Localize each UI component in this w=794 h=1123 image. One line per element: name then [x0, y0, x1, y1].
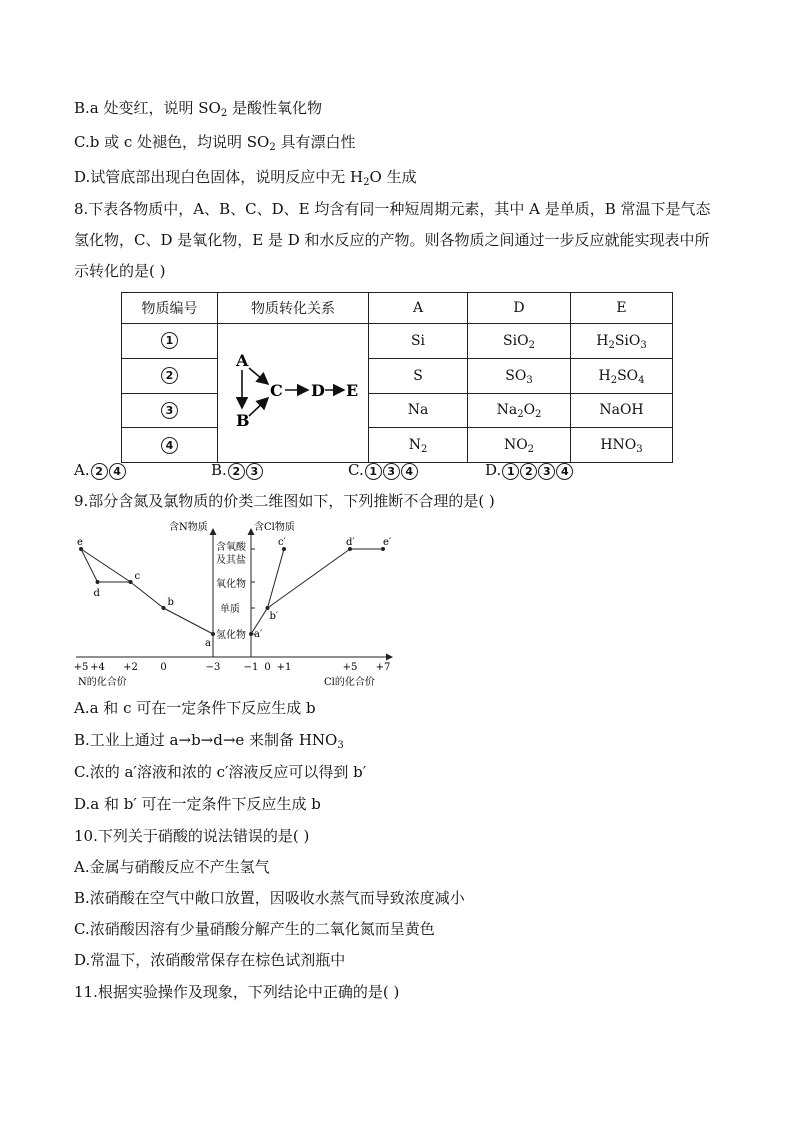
cl-point-label: e′ — [383, 537, 392, 548]
table-header: E — [571, 293, 673, 324]
cell-d: $NO_2$ — [468, 428, 571, 463]
cell-e: $HNO_3$ — [571, 428, 673, 463]
q9-option-b: B.工业上通过 a→b→d→e 来制备 $HNO_3$ — [74, 731, 344, 751]
q8-option-a: A. 2 4 — [74, 461, 126, 480]
conversion-diagram-cell — [218, 324, 369, 463]
diagram-b: B — [236, 411, 250, 430]
q8-table — [121, 292, 673, 463]
q10-stem: 10.下列关于硝酸的说法错误的是( ) — [74, 827, 310, 845]
diagram-d: D — [311, 381, 325, 400]
cell-a: Si — [369, 324, 468, 359]
cl-tick-label: −1 — [243, 662, 259, 673]
n-point-label: c — [134, 571, 141, 582]
n-point-label: b — [167, 597, 174, 608]
diagram-c: C — [270, 381, 283, 400]
table-row — [122, 324, 673, 359]
q9-option-c: C.浓的 a′溶液和浓的 c′溶液反应可以得到 b′ — [74, 763, 367, 781]
category-label: 氢化物 — [216, 630, 246, 641]
n-tick-label: +5 — [73, 662, 89, 673]
cell-e: NaOH — [571, 393, 673, 428]
arrow-b-c — [249, 398, 268, 416]
cl-tick-label: +7 — [375, 662, 391, 673]
cl-axis-title: 含Cl物质 — [254, 522, 295, 533]
q10-option-a: A.金属与硝酸反应不产生氢气 — [74, 858, 270, 876]
circled-number: 2 — [161, 367, 178, 384]
valence-class-chart — [70, 516, 400, 691]
n-tick-label: −3 — [205, 662, 221, 673]
cell-d: $SO_3$ — [468, 358, 571, 393]
cell-a: $N_2$ — [369, 428, 468, 463]
table-row — [122, 393, 673, 428]
table-row — [122, 428, 673, 463]
n-point — [211, 632, 215, 636]
n-tick-label: 0 — [160, 662, 167, 673]
arrow-a-c — [249, 368, 268, 384]
n-edge — [164, 608, 214, 634]
q8-option-b: B. 2 3 — [211, 461, 263, 480]
n-point — [129, 580, 133, 584]
n-edge — [131, 582, 164, 608]
table-header: D — [468, 293, 571, 324]
table-header: 物质转化关系 — [218, 293, 369, 324]
cl-tick-label: +5 — [342, 662, 358, 673]
cl-xlabel: Cl的化合价 — [324, 677, 375, 688]
cell-d: $Na_2O_2$ — [468, 393, 571, 428]
cl-edge — [268, 549, 351, 608]
cl-point-label: c′ — [278, 537, 286, 548]
table-row — [122, 358, 673, 393]
cl-edge — [268, 549, 285, 608]
conversion-diagram — [218, 324, 368, 458]
cell-d: SiO$_2$ — [468, 324, 571, 359]
cl-point — [266, 606, 270, 610]
n-point-label: a — [205, 638, 211, 649]
q8-option-d: D. 1 2 3 4 — [485, 461, 573, 480]
circled-number: 3 — [161, 402, 178, 419]
cell-a: S — [369, 358, 468, 393]
cell-a: Na — [369, 393, 468, 428]
cl-point-label: d′ — [346, 537, 355, 548]
n-tick-label: +2 — [123, 662, 138, 673]
cl-point-label: a′ — [254, 629, 263, 640]
q10-option-b: B.浓硝酸在空气中敞口放置，因吸收水蒸气而导致浓度减小 — [74, 889, 465, 907]
n-point — [96, 580, 100, 584]
cl-tick-label: 0 — [264, 662, 271, 673]
n-point — [162, 606, 166, 610]
q8-stem: 8.下表各物质中，A、B、C、D、E 均含有同一种短周期元素，其中 A 是单质，B 常温下是气态氢化物，C、D 是氧化物，E 是 D 和水反应的产物。则各物质之间通过一步反应就能实现表中所示转化的是( ) — [74, 200, 711, 280]
q10-option-d: D.常温下，浓硝酸常保存在棕色试剂瓶中 — [74, 951, 346, 969]
q7-option-d: D.试管底部出现白色固体，说明反应中无 $H_2O$ 生成 — [74, 168, 417, 188]
q9-stem: 9.部分含氮及氯物质的价类二维图如下，下列推断不合理的是( ) — [74, 492, 495, 510]
category-label: 及其盐 — [216, 555, 246, 566]
q7-option-c: C.b 或 c 处褪色，均说明 $SO_2$ 具有漂白性 — [74, 133, 356, 153]
category-label: 含氧酸 — [216, 542, 246, 553]
cl-point-label: b′ — [269, 611, 279, 622]
cl-point — [249, 632, 253, 636]
diagram-e: E — [346, 381, 359, 400]
q9-option-d: D.a 和 b′ 可在一定条件下反应生成 b — [74, 795, 321, 813]
n-point-label: e — [77, 537, 83, 548]
circled-number: 1 — [161, 332, 178, 349]
table-header: 物质编号 — [122, 293, 218, 324]
cl-tick-label: +1 — [276, 662, 292, 673]
n-tick-label: +4 — [90, 662, 105, 673]
q7-option-b: B.a 处变红，说明 $SO_2$ 是酸性氧化物 — [74, 99, 323, 119]
q8-options — [74, 461, 724, 481]
diagram-a: A — [236, 351, 249, 370]
table-header: A — [369, 293, 468, 324]
n-axis-title: 含N物质 — [169, 522, 208, 533]
q8-option-c: C. 1 3 4 — [348, 461, 418, 480]
cell-e: $H_2SiO_3$ — [571, 324, 673, 359]
q11-stem: 11.根据实验操作及现象，下列结论中正确的是( ) — [74, 983, 400, 1001]
n-edge — [81, 549, 131, 582]
circled-number: 4 — [161, 437, 178, 454]
q10-option-c: C.浓硝酸因溶有少量硝酸分解产生的二氧化氮而呈黄色 — [74, 920, 435, 938]
category-label: 单质 — [220, 604, 240, 615]
category-label: 氧化物 — [216, 579, 246, 590]
n-point-label: d — [93, 588, 100, 599]
q9-option-a: A.a 和 c 可在一定条件下反应生成 b — [74, 699, 316, 717]
cell-e: $H_2SO_4$ — [571, 358, 673, 393]
n-xlabel: N的化合价 — [78, 677, 127, 688]
